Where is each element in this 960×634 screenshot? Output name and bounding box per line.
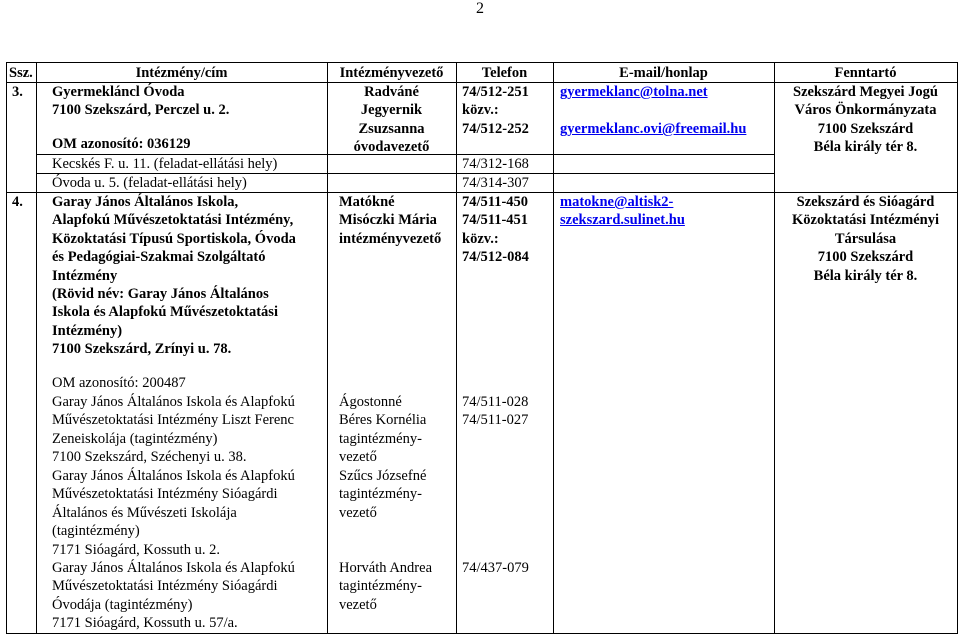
om-id: OM azonosító: 200487 (52, 375, 186, 391)
sub-institution (52, 393, 295, 467)
institution-phone (462, 193, 529, 267)
text-line: Garay János Általános Iskola és Alapfokú (52, 394, 295, 410)
text-line: tagintézmény- (339, 430, 422, 447)
sub-institution-head (339, 467, 426, 522)
text-line: 7100 Szekszárd, Zrínyi u. 78. (52, 341, 232, 358)
text-line: és Pedagógiai-Szakmai Szolgáltató (52, 249, 266, 266)
text-line: Szűcs Józsefné (339, 468, 427, 484)
institution-table (6, 62, 958, 634)
text-line: Radváné (364, 84, 419, 100)
site-address: Kecskés F. u. 11. (feladat-ellátási hely) (52, 156, 278, 172)
text-line: 74/511-450 (462, 194, 529, 210)
text-line: Misóczki Mária (339, 212, 437, 229)
text-line: 74/512-251 (462, 84, 529, 100)
text-line: Garay János Általános Iskola, (52, 194, 239, 210)
text-line: vezető (339, 449, 377, 466)
text-line: (tagintézmény) (52, 523, 140, 540)
email-link[interactable]: gyermeklanc@tolna.net (560, 84, 708, 100)
text-line: Béres Kornélia (339, 412, 427, 429)
text-line: intézményvezető (339, 230, 442, 247)
sub-institution (52, 467, 295, 559)
header-email: E-mail/honlap (619, 65, 708, 81)
institution-head (327, 83, 456, 157)
text-line: 7100 Szekszárd, Széchenyi u. 38. (52, 449, 247, 466)
table-rule (553, 62, 554, 634)
sub-institution-phone (462, 393, 528, 430)
text-line: 7171 Sióagárd, Kossuth u. 2. (52, 541, 220, 558)
text-line: (Rövid név: Garay János Általános (52, 285, 269, 302)
header-head: Intézményvezető (339, 65, 444, 81)
institution-name (52, 193, 296, 359)
table-rule (957, 62, 958, 634)
text-line: Általános és Művészeti Iskolája (52, 504, 237, 521)
text-line: tagintézmény- (339, 578, 422, 595)
text-line: vezető (339, 596, 377, 613)
text-line: 7100 Szekszárd, Perczel u. 2. (52, 102, 230, 119)
text-line: Közoktatási Típusú Sportiskola, Óvoda (52, 230, 296, 247)
text-line: közv.: (462, 230, 499, 247)
text-line: Óvodája (tagintézmény) (52, 596, 193, 613)
text-line: 74/511-451 (462, 212, 529, 229)
text-line: Művészetoktatási Intézmény Liszt Ferenc (52, 412, 294, 429)
text-line: 74/437-079 (462, 560, 529, 576)
table-rule (456, 62, 457, 634)
text-line: Közoktatási Intézményi (792, 212, 939, 229)
institution-phone (462, 83, 529, 138)
sub-institution-phone (462, 559, 529, 577)
text-line: Szekszárd és Sióagárd (796, 194, 935, 210)
text-line: óvodavezető (353, 139, 430, 156)
text-line: Jegyernik (360, 102, 423, 119)
text-line: 74/512-084 (462, 249, 529, 266)
maintainer (774, 83, 957, 157)
sub-institution-head (339, 559, 432, 614)
text-line: Garay János Általános Iskola és Alapfokú (52, 468, 295, 484)
text-line: Ágostonné (339, 394, 402, 410)
header-phone: Telefon (481, 65, 528, 81)
text-line: Művészetoktatási Intézmény Sióagárdi (52, 578, 278, 595)
text-line: Intézmény) (52, 322, 123, 339)
text-line: Iskola és Alapfokú Művészetoktatási (52, 304, 278, 321)
site-phone: 74/312-168 (462, 156, 529, 172)
text-line: Alapfokú Művészetoktatási Intézmény, (52, 212, 294, 229)
text-line: matokne@altisk2- (560, 194, 674, 210)
header-no: Ssz. (9, 65, 33, 81)
table-rule (6, 62, 7, 634)
text-line: közv.: (462, 102, 499, 119)
header-institution: Intézmény/cím (135, 65, 228, 81)
text-line: tagintézmény- (339, 486, 422, 503)
text-line: Szekszárd Megyei Jogú (793, 84, 938, 100)
sub-institution-head (339, 393, 426, 467)
text-line: Zsuzsanna (358, 120, 425, 137)
text-line: Béla király tér 8. (813, 139, 918, 156)
page-number: 2 (476, 0, 484, 17)
header-maintainer: Fenntartó (834, 65, 897, 81)
table-rule (36, 62, 37, 634)
text-line: Béla király tér 8. (813, 267, 918, 284)
text-line: Társulása (834, 230, 897, 247)
text-line: Horváth Andrea (339, 560, 433, 576)
text-line: vezető (339, 504, 377, 521)
text-line: Gyermekláncl Óvoda (52, 84, 185, 100)
text-line: 7171 Sióagárd, Kossuth u. 57/a. (52, 615, 238, 632)
email-link[interactable] (560, 193, 685, 230)
text-line: 74/511-027 (462, 412, 529, 429)
table-rule (6, 62, 958, 63)
site-phone: 74/314-307 (462, 175, 529, 191)
text-line: szekszard.sulinet.hu (560, 212, 685, 229)
text-line: Város Önkormányzata (794, 102, 937, 119)
email-link[interactable]: gyermeklanc.ovi@freemail.hu (560, 121, 747, 137)
sub-institution (52, 559, 295, 633)
text-line: Matókné (339, 194, 395, 210)
text-line: 7100 Szekszárd (817, 120, 914, 137)
institution-head (339, 193, 441, 248)
text-line: 74/512-252 (462, 120, 529, 137)
text-line: Intézmény (52, 267, 118, 284)
site-address: Óvoda u. 5. (feladat-ellátási hely) (52, 175, 247, 191)
row-number: 4. (12, 194, 23, 210)
text-line: 7100 Szekszárd (817, 249, 914, 266)
text-line: Garay János Általános Iskola és Alapfokú (52, 560, 295, 576)
row-number: 3. (12, 84, 23, 100)
om-id: OM azonosító: 036129 (52, 136, 191, 152)
text-line: Művészetoktatási Intézmény Sióagárdi (52, 486, 278, 503)
text-line: Zeneiskolája (tagintézmény) (52, 430, 218, 447)
text-line: 74/511-028 (462, 394, 529, 410)
maintainer (774, 193, 957, 285)
institution-name (52, 83, 229, 120)
